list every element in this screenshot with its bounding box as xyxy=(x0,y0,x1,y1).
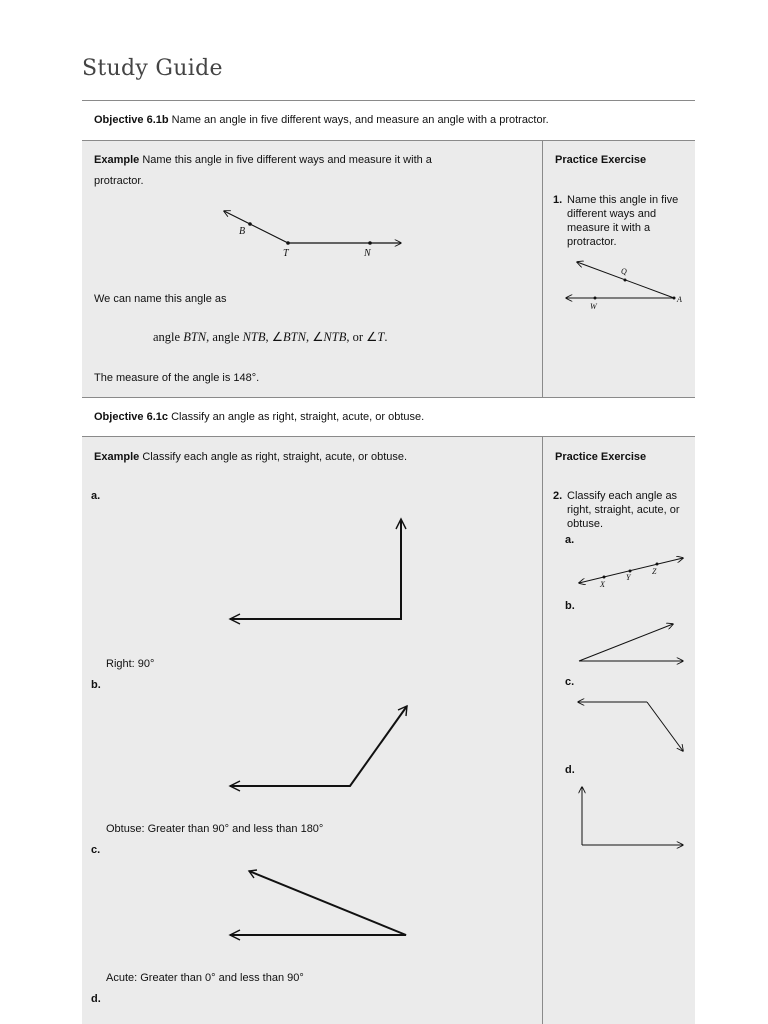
practice-2-part-a: a. xyxy=(565,534,575,546)
practice-2-header: Practice Exercise xyxy=(555,451,647,463)
practice-1-header: Practice Exercise xyxy=(555,154,647,166)
practice-1-text: Name this angle in five different ways and measure it with a protractor. xyxy=(567,194,679,248)
angle-symbol-1: ∠ xyxy=(271,330,283,344)
example-61c-text: Classify each angle as right, straight, acute, or obtuse. xyxy=(142,451,408,463)
practice-2-text: Classify each angle as right, straight, acute, or obtuse. xyxy=(567,490,680,530)
point-z xyxy=(656,563,659,566)
objective-61b-label: Objective 6.1b xyxy=(94,114,169,126)
label-w: W xyxy=(590,302,597,311)
angle-symbol-3: ∠ xyxy=(366,330,378,344)
label-y: Y xyxy=(626,573,631,582)
angle-word-1: angle xyxy=(153,330,181,344)
or-word: or xyxy=(352,330,364,344)
label-x: X xyxy=(600,580,605,589)
angle-word-2: angle xyxy=(212,330,240,344)
practice-2-number: 2. xyxy=(553,490,563,502)
part-b-letter: b. xyxy=(91,679,101,691)
part-d-letter: d. xyxy=(91,993,101,1005)
example-61b-text-line2: protractor. xyxy=(94,175,144,187)
angle-names-line: angle BTN, angle NTB, ∠BTN, ∠NTB, or ∠T. xyxy=(153,330,388,344)
angle-name-5: T xyxy=(377,330,385,344)
part-a-letter: a. xyxy=(91,490,101,502)
angle-symbol-2: ∠ xyxy=(312,330,324,344)
angle-name-1: BTN xyxy=(183,330,207,344)
practice-2-part-b: b. xyxy=(565,600,575,612)
part-a-answer: Right: 90° xyxy=(106,658,155,670)
practice-2-part-c: c. xyxy=(565,676,575,688)
practice-1-number: 1. xyxy=(553,194,563,206)
angle-name-2: NTB xyxy=(242,330,266,344)
measure-text: The measure of the angle is 148°. xyxy=(94,372,260,384)
label-n: N xyxy=(364,248,371,259)
naming-intro: We can name this angle as xyxy=(94,293,227,305)
practice-c-ray-down xyxy=(647,702,683,751)
angle-name-4: NTB xyxy=(323,330,347,344)
example-61b-text-line1: Name this angle in five different ways and measure it with a xyxy=(142,154,432,166)
part-c-answer: Acute: Greater than 0° and less than 90° xyxy=(106,972,304,984)
point-x xyxy=(603,576,606,579)
label-q: Q xyxy=(621,267,627,276)
objective-61b-text: Name an angle in five different ways, and measure an angle with a protractor. xyxy=(171,114,549,126)
label-a: A xyxy=(677,295,682,304)
label-t: T xyxy=(283,248,289,259)
label-b: B xyxy=(239,226,246,237)
part-c-letter: c. xyxy=(91,844,101,856)
part-b-answer: Obtuse: Greater than 90° and less than 180° xyxy=(106,823,324,835)
example-61c-label: Example xyxy=(94,451,140,463)
practice-2-part-d: d. xyxy=(565,764,575,776)
example-61b-label: Example xyxy=(94,154,140,166)
objective-61c-text: Classify an angle as right, straight, acute, or obtuse. xyxy=(171,411,425,423)
label-z: Z xyxy=(652,567,657,576)
objective-61c-label: Objective 6.1c xyxy=(94,411,168,423)
angle-name-3: BTN xyxy=(283,330,306,344)
practice-b-ray-up xyxy=(579,624,673,661)
page-title: Study Guide xyxy=(82,56,223,81)
